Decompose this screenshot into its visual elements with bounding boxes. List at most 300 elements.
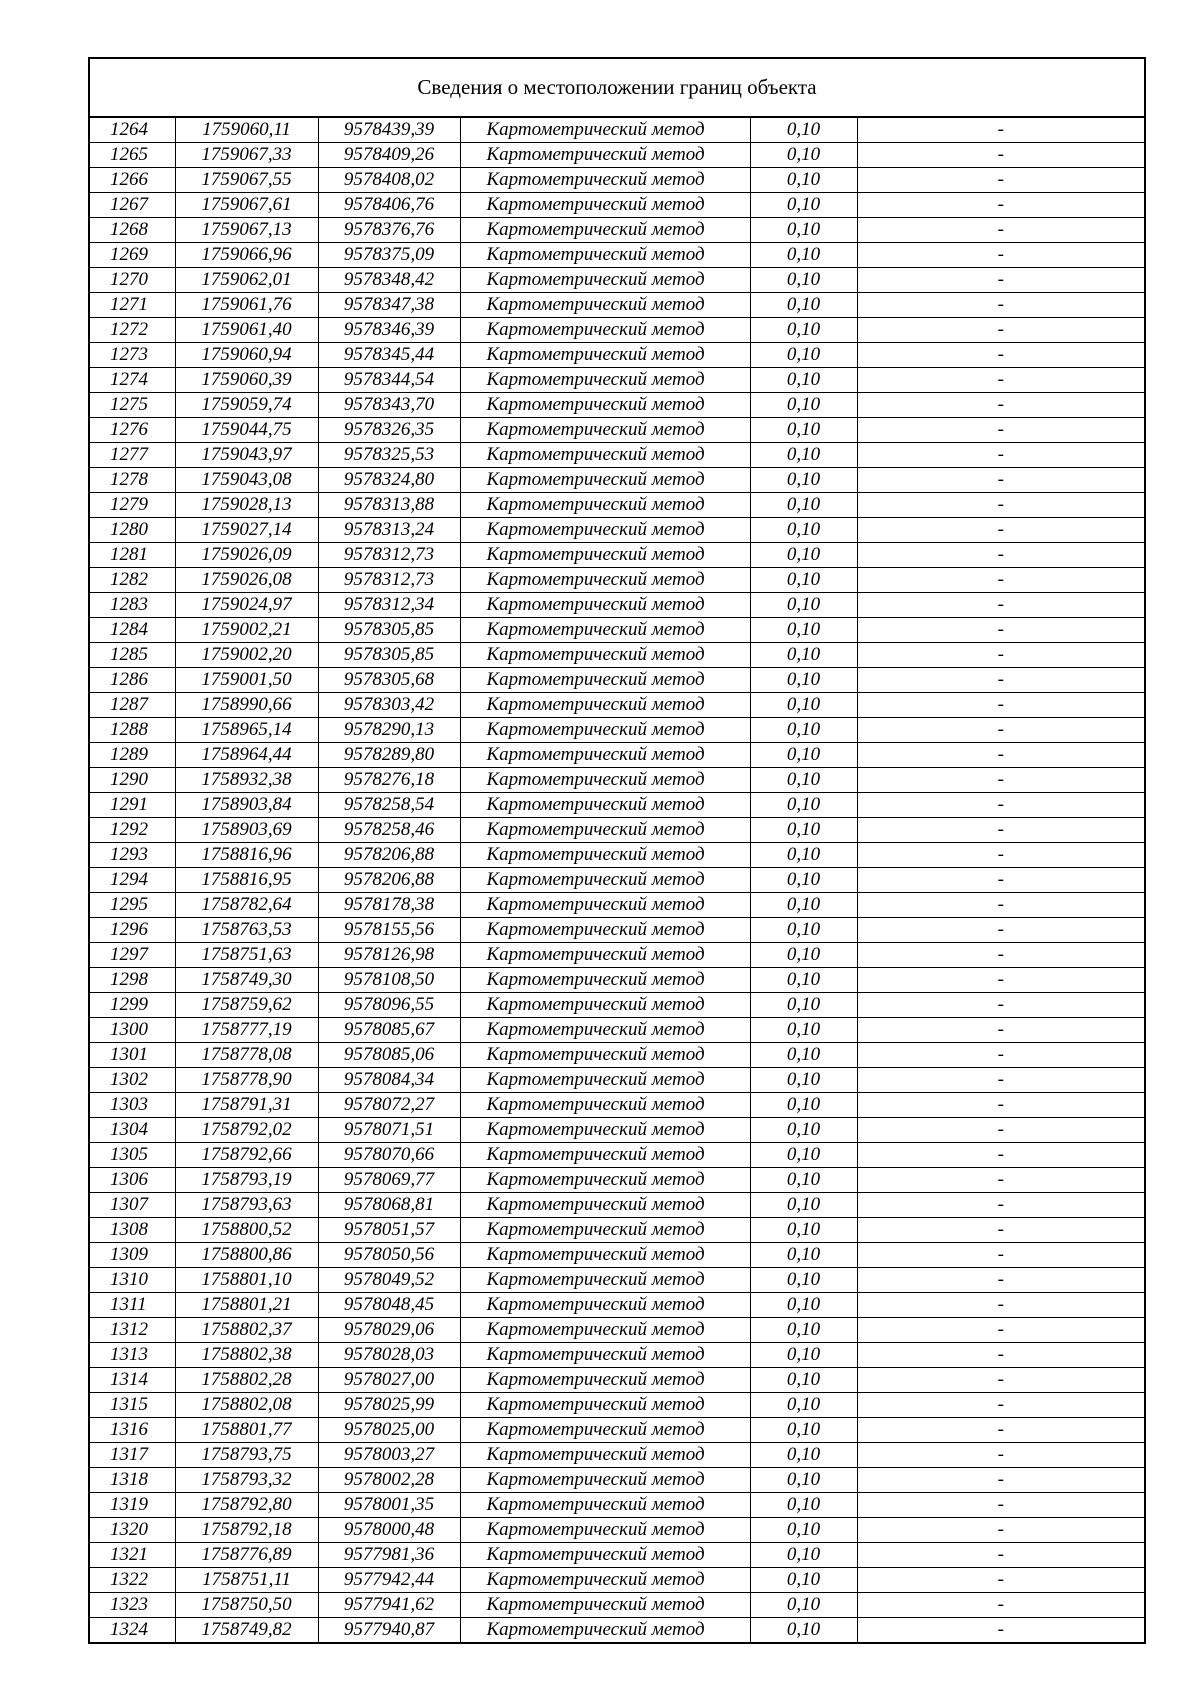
accuracy-cell: 0,10 (750, 368, 857, 393)
y-coordinate-cell: 9578071,51 (318, 1118, 460, 1143)
point-number-cell: 1306 (89, 1168, 175, 1193)
table-row (89, 418, 1145, 443)
method-cell: Картометрический метод (460, 193, 750, 218)
table-body (89, 117, 1145, 1643)
x-coordinate-cell: 1759061,40 (175, 318, 318, 343)
x-coordinate-cell: 1758801,21 (175, 1293, 318, 1318)
point-number-cell: 1272 (89, 318, 175, 343)
method-cell: Картометрический метод (460, 668, 750, 693)
accuracy-cell: 0,10 (750, 243, 857, 268)
point-number-cell: 1271 (89, 293, 175, 318)
note-cell: - (857, 1518, 1145, 1543)
accuracy-cell: 0,10 (750, 693, 857, 718)
note-cell: - (857, 318, 1145, 343)
note-cell: - (857, 268, 1145, 293)
x-coordinate-cell: 1758751,63 (175, 943, 318, 968)
method-cell: Картометрический метод (460, 843, 750, 868)
y-coordinate-cell: 9578347,38 (318, 293, 460, 318)
point-number-cell: 1293 (89, 843, 175, 868)
accuracy-cell: 0,10 (750, 1243, 857, 1268)
accuracy-cell: 0,10 (750, 1418, 857, 1443)
point-number-cell: 1267 (89, 193, 175, 218)
x-coordinate-cell: 1758800,86 (175, 1243, 318, 1268)
note-cell: - (857, 193, 1145, 218)
y-coordinate-cell: 9578155,56 (318, 918, 460, 943)
x-coordinate-cell: 1759026,09 (175, 543, 318, 568)
y-coordinate-cell: 9578276,18 (318, 768, 460, 793)
x-coordinate-cell: 1758816,95 (175, 868, 318, 893)
accuracy-cell: 0,10 (750, 1343, 857, 1368)
table-row (89, 1318, 1145, 1343)
table-row (89, 1468, 1145, 1493)
note-cell: - (857, 693, 1145, 718)
point-number-cell: 1279 (89, 493, 175, 518)
y-coordinate-cell: 9578290,13 (318, 718, 460, 743)
y-coordinate-cell: 9578025,99 (318, 1393, 460, 1418)
accuracy-cell: 0,10 (750, 1168, 857, 1193)
method-cell: Картометрический метод (460, 868, 750, 893)
note-cell: - (857, 1118, 1145, 1143)
note-cell: - (857, 218, 1145, 243)
point-number-cell: 1275 (89, 393, 175, 418)
table-row (89, 1118, 1145, 1143)
table-row (89, 318, 1145, 343)
table-row (89, 743, 1145, 768)
x-coordinate-cell: 1758802,38 (175, 1343, 318, 1368)
accuracy-cell: 0,10 (750, 1318, 857, 1343)
x-coordinate-cell: 1758793,63 (175, 1193, 318, 1218)
accuracy-cell: 0,10 (750, 768, 857, 793)
table-row (89, 193, 1145, 218)
x-coordinate-cell: 1758965,14 (175, 718, 318, 743)
table-row (89, 1368, 1145, 1393)
method-cell: Картометрический метод (460, 1093, 750, 1118)
accuracy-cell: 0,10 (750, 343, 857, 368)
point-number-cell: 1307 (89, 1193, 175, 1218)
y-coordinate-cell: 9578258,54 (318, 793, 460, 818)
note-cell: - (857, 393, 1145, 418)
accuracy-cell: 0,10 (750, 1543, 857, 1568)
accuracy-cell: 0,10 (750, 143, 857, 168)
y-coordinate-cell: 9578343,70 (318, 393, 460, 418)
method-cell: Картометрический метод (460, 1243, 750, 1268)
note-cell: - (857, 293, 1145, 318)
table-row (89, 1543, 1145, 1568)
note-cell: - (857, 1218, 1145, 1243)
x-coordinate-cell: 1759002,21 (175, 618, 318, 643)
y-coordinate-cell: 9578345,44 (318, 343, 460, 368)
table-row (89, 1043, 1145, 1068)
accuracy-cell: 0,10 (750, 1493, 857, 1518)
y-coordinate-cell: 9578206,88 (318, 868, 460, 893)
note-cell: - (857, 818, 1145, 843)
accuracy-cell: 0,10 (750, 943, 857, 968)
table-row (89, 1568, 1145, 1593)
point-number-cell: 1285 (89, 643, 175, 668)
accuracy-cell: 0,10 (750, 1293, 857, 1318)
point-number-cell: 1292 (89, 818, 175, 843)
note-cell: - (857, 718, 1145, 743)
table-row (89, 1218, 1145, 1243)
note-cell: - (857, 543, 1145, 568)
table-title: Сведения о местоположении границ объекта (89, 58, 1145, 117)
x-coordinate-cell: 1759059,74 (175, 393, 318, 418)
note-cell: - (857, 1593, 1145, 1618)
method-cell: Картометрический метод (460, 1193, 750, 1218)
point-number-cell: 1289 (89, 743, 175, 768)
method-cell: Картометрический метод (460, 818, 750, 843)
method-cell: Картометрический метод (460, 1418, 750, 1443)
note-cell: - (857, 943, 1145, 968)
x-coordinate-cell: 1759067,61 (175, 193, 318, 218)
method-cell: Картометрический метод (460, 268, 750, 293)
note-cell: - (857, 843, 1145, 868)
x-coordinate-cell: 1759061,76 (175, 293, 318, 318)
table-row (89, 1193, 1145, 1218)
y-coordinate-cell: 9578326,35 (318, 418, 460, 443)
note-cell: - (857, 643, 1145, 668)
method-cell: Картометрический метод (460, 1443, 750, 1468)
point-number-cell: 1280 (89, 518, 175, 543)
accuracy-cell: 0,10 (750, 468, 857, 493)
y-coordinate-cell: 9578409,26 (318, 143, 460, 168)
table-row (89, 1443, 1145, 1468)
accuracy-cell: 0,10 (750, 1443, 857, 1468)
note-cell: - (857, 1393, 1145, 1418)
accuracy-cell: 0,10 (750, 718, 857, 743)
table-row (89, 1268, 1145, 1293)
table-row (89, 968, 1145, 993)
method-cell: Картометрический метод (460, 718, 750, 743)
table-row (89, 293, 1145, 318)
y-coordinate-cell: 9578258,46 (318, 818, 460, 843)
accuracy-cell: 0,10 (750, 818, 857, 843)
method-cell: Картометрический метод (460, 1368, 750, 1393)
note-cell: - (857, 1318, 1145, 1343)
point-number-cell: 1320 (89, 1518, 175, 1543)
y-coordinate-cell: 9577942,44 (318, 1568, 460, 1593)
y-coordinate-cell: 9578408,02 (318, 168, 460, 193)
point-number-cell: 1314 (89, 1368, 175, 1393)
table-row (89, 643, 1145, 668)
note-cell: - (857, 1468, 1145, 1493)
x-coordinate-cell: 1759043,08 (175, 468, 318, 493)
note-cell: - (857, 1368, 1145, 1393)
note-cell: - (857, 368, 1145, 393)
method-cell: Картометрический метод (460, 1543, 750, 1568)
method-cell: Картометрический метод (460, 143, 750, 168)
table-row (89, 1068, 1145, 1093)
accuracy-cell: 0,10 (750, 1218, 857, 1243)
method-cell: Картометрический метод (460, 1518, 750, 1543)
point-number-cell: 1295 (89, 893, 175, 918)
note-cell: - (857, 1418, 1145, 1443)
accuracy-cell: 0,10 (750, 543, 857, 568)
y-coordinate-cell: 9578312,73 (318, 543, 460, 568)
table-row (89, 1593, 1145, 1618)
point-number-cell: 1324 (89, 1618, 175, 1644)
point-number-cell: 1302 (89, 1068, 175, 1093)
note-cell: - (857, 918, 1145, 943)
table-row (89, 843, 1145, 868)
accuracy-cell: 0,10 (750, 493, 857, 518)
method-cell: Картометрический метод (460, 1568, 750, 1593)
table-row (89, 793, 1145, 818)
accuracy-cell: 0,10 (750, 618, 857, 643)
method-cell: Картометрический метод (460, 468, 750, 493)
x-coordinate-cell: 1758776,89 (175, 1543, 318, 1568)
accuracy-cell: 0,10 (750, 668, 857, 693)
accuracy-cell: 0,10 (750, 1018, 857, 1043)
point-number-cell: 1323 (89, 1593, 175, 1618)
accuracy-cell: 0,10 (750, 793, 857, 818)
y-coordinate-cell: 9578406,76 (318, 193, 460, 218)
table-row (89, 718, 1145, 743)
method-cell: Картометрический метод (460, 518, 750, 543)
method-cell: Картометрический метод (460, 743, 750, 768)
y-coordinate-cell: 9578348,42 (318, 268, 460, 293)
note-cell: - (857, 1168, 1145, 1193)
point-number-cell: 1311 (89, 1293, 175, 1318)
accuracy-cell: 0,10 (750, 968, 857, 993)
accuracy-cell: 0,10 (750, 293, 857, 318)
x-coordinate-cell: 1758903,69 (175, 818, 318, 843)
point-number-cell: 1313 (89, 1343, 175, 1368)
note-cell: - (857, 593, 1145, 618)
accuracy-cell: 0,10 (750, 443, 857, 468)
note-cell: - (857, 343, 1145, 368)
method-cell: Картометрический метод (460, 693, 750, 718)
point-number-cell: 1298 (89, 968, 175, 993)
y-coordinate-cell: 9578025,00 (318, 1418, 460, 1443)
note-cell: - (857, 768, 1145, 793)
point-number-cell: 1300 (89, 1018, 175, 1043)
note-cell: - (857, 1568, 1145, 1593)
point-number-cell: 1301 (89, 1043, 175, 1068)
method-cell: Картометрический метод (460, 443, 750, 468)
note-cell: - (857, 1018, 1145, 1043)
method-cell: Картометрический метод (460, 1468, 750, 1493)
y-coordinate-cell: 9578344,54 (318, 368, 460, 393)
x-coordinate-cell: 1759060,11 (175, 117, 318, 143)
note-cell: - (857, 793, 1145, 818)
table-row (89, 1018, 1145, 1043)
method-cell: Картометрический метод (460, 1343, 750, 1368)
table-row (89, 493, 1145, 518)
x-coordinate-cell: 1758778,08 (175, 1043, 318, 1068)
table-row (89, 468, 1145, 493)
method-cell: Картометрический метод (460, 918, 750, 943)
y-coordinate-cell: 9578028,03 (318, 1343, 460, 1368)
accuracy-cell: 0,10 (750, 1118, 857, 1143)
table-row (89, 893, 1145, 918)
x-coordinate-cell: 1758801,10 (175, 1268, 318, 1293)
point-number-cell: 1299 (89, 993, 175, 1018)
table-row (89, 993, 1145, 1018)
y-coordinate-cell: 9578313,88 (318, 493, 460, 518)
x-coordinate-cell: 1758802,37 (175, 1318, 318, 1343)
x-coordinate-cell: 1758750,50 (175, 1593, 318, 1618)
table-row (89, 168, 1145, 193)
table-row (89, 218, 1145, 243)
accuracy-cell: 0,10 (750, 168, 857, 193)
y-coordinate-cell: 9578029,06 (318, 1318, 460, 1343)
accuracy-cell: 0,10 (750, 117, 857, 143)
method-cell: Картометрический метод (460, 968, 750, 993)
point-number-cell: 1270 (89, 268, 175, 293)
table-row (89, 618, 1145, 643)
x-coordinate-cell: 1758777,19 (175, 1018, 318, 1043)
table-row (89, 1143, 1145, 1168)
x-coordinate-cell: 1759067,13 (175, 218, 318, 243)
method-cell: Картометрический метод (460, 893, 750, 918)
x-coordinate-cell: 1759043,97 (175, 443, 318, 468)
table-row (89, 568, 1145, 593)
table-row (89, 393, 1145, 418)
point-number-cell: 1312 (89, 1318, 175, 1343)
note-cell: - (857, 993, 1145, 1018)
note-cell: - (857, 1293, 1145, 1318)
accuracy-cell: 0,10 (750, 1193, 857, 1218)
note-cell: - (857, 1543, 1145, 1568)
method-cell: Картометрический метод (460, 293, 750, 318)
table-row (89, 518, 1145, 543)
title-row (89, 58, 1145, 117)
method-cell: Картометрический метод (460, 343, 750, 368)
accuracy-cell: 0,10 (750, 1143, 857, 1168)
x-coordinate-cell: 1758793,32 (175, 1468, 318, 1493)
point-number-cell: 1269 (89, 243, 175, 268)
y-coordinate-cell: 9578072,27 (318, 1093, 460, 1118)
note-cell: - (857, 1193, 1145, 1218)
note-cell: - (857, 1043, 1145, 1068)
table-row (89, 593, 1145, 618)
x-coordinate-cell: 1758792,02 (175, 1118, 318, 1143)
y-coordinate-cell: 9578303,42 (318, 693, 460, 718)
point-number-cell: 1322 (89, 1568, 175, 1593)
point-number-cell: 1274 (89, 368, 175, 393)
x-coordinate-cell: 1758792,66 (175, 1143, 318, 1168)
accuracy-cell: 0,10 (750, 593, 857, 618)
accuracy-cell: 0,10 (750, 843, 857, 868)
point-number-cell: 1304 (89, 1118, 175, 1143)
point-number-cell: 1309 (89, 1243, 175, 1268)
method-cell: Картометрический метод (460, 393, 750, 418)
method-cell: Картометрический метод (460, 793, 750, 818)
method-cell: Картометрический метод (460, 1018, 750, 1043)
point-number-cell: 1296 (89, 918, 175, 943)
note-cell: - (857, 1443, 1145, 1468)
x-coordinate-cell: 1758751,11 (175, 1568, 318, 1593)
accuracy-cell: 0,10 (750, 743, 857, 768)
note-cell: - (857, 168, 1145, 193)
y-coordinate-cell: 9578048,45 (318, 1293, 460, 1318)
table-row (89, 543, 1145, 568)
point-number-cell: 1308 (89, 1218, 175, 1243)
note-cell: - (857, 117, 1145, 143)
method-cell: Картометрический метод (460, 568, 750, 593)
point-number-cell: 1297 (89, 943, 175, 968)
y-coordinate-cell: 9577941,62 (318, 1593, 460, 1618)
method-cell: Картометрический метод (460, 1118, 750, 1143)
accuracy-cell: 0,10 (750, 1268, 857, 1293)
accuracy-cell: 0,10 (750, 993, 857, 1018)
point-number-cell: 1321 (89, 1543, 175, 1568)
x-coordinate-cell: 1758791,31 (175, 1093, 318, 1118)
x-coordinate-cell: 1759062,01 (175, 268, 318, 293)
accuracy-cell: 0,10 (750, 893, 857, 918)
y-coordinate-cell: 9578108,50 (318, 968, 460, 993)
y-coordinate-cell: 9578000,48 (318, 1518, 460, 1543)
accuracy-cell: 0,10 (750, 218, 857, 243)
note-cell: - (857, 1618, 1145, 1644)
point-number-cell: 1319 (89, 1493, 175, 1518)
accuracy-cell: 0,10 (750, 1518, 857, 1543)
table-row (89, 693, 1145, 718)
table-row (89, 1293, 1145, 1318)
y-coordinate-cell: 9578289,80 (318, 743, 460, 768)
note-cell: - (857, 468, 1145, 493)
note-cell: - (857, 1068, 1145, 1093)
y-coordinate-cell: 9578050,56 (318, 1243, 460, 1268)
table-row (89, 1343, 1145, 1368)
x-coordinate-cell: 1759067,33 (175, 143, 318, 168)
note-cell: - (857, 568, 1145, 593)
point-number-cell: 1277 (89, 443, 175, 468)
note-cell: - (857, 968, 1145, 993)
x-coordinate-cell: 1758792,80 (175, 1493, 318, 1518)
accuracy-cell: 0,10 (750, 1393, 857, 1418)
method-cell: Картометрический метод (460, 1218, 750, 1243)
note-cell: - (857, 1268, 1145, 1293)
table-row (89, 1243, 1145, 1268)
x-coordinate-cell: 1758801,77 (175, 1418, 318, 1443)
method-cell: Картометрический метод (460, 1293, 750, 1318)
y-coordinate-cell: 9578325,53 (318, 443, 460, 468)
point-number-cell: 1264 (89, 117, 175, 143)
y-coordinate-cell: 9578096,55 (318, 993, 460, 1018)
note-cell: - (857, 443, 1145, 468)
x-coordinate-cell: 1759060,94 (175, 343, 318, 368)
point-number-cell: 1281 (89, 543, 175, 568)
y-coordinate-cell: 9578084,34 (318, 1068, 460, 1093)
table-row (89, 1093, 1145, 1118)
note-cell: - (857, 668, 1145, 693)
point-number-cell: 1303 (89, 1093, 175, 1118)
method-cell: Картометрический метод (460, 1318, 750, 1343)
x-coordinate-cell: 1758793,75 (175, 1443, 318, 1468)
method-cell: Картометрический метод (460, 618, 750, 643)
accuracy-cell: 0,10 (750, 868, 857, 893)
table-row (89, 143, 1145, 168)
table-row (89, 918, 1145, 943)
x-coordinate-cell: 1758749,30 (175, 968, 318, 993)
boundary-coordinates-table (88, 57, 1146, 1644)
accuracy-cell: 0,10 (750, 643, 857, 668)
method-cell: Картометрический метод (460, 218, 750, 243)
point-number-cell: 1266 (89, 168, 175, 193)
point-number-cell: 1291 (89, 793, 175, 818)
note-cell: - (857, 868, 1145, 893)
method-cell: Картометрический метод (460, 1043, 750, 1068)
y-coordinate-cell: 9578027,00 (318, 1368, 460, 1393)
method-cell: Картометрический метод (460, 943, 750, 968)
method-cell: Картометрический метод (460, 418, 750, 443)
y-coordinate-cell: 9578068,81 (318, 1193, 460, 1218)
accuracy-cell: 0,10 (750, 318, 857, 343)
y-coordinate-cell: 9578206,88 (318, 843, 460, 868)
table-row (89, 243, 1145, 268)
